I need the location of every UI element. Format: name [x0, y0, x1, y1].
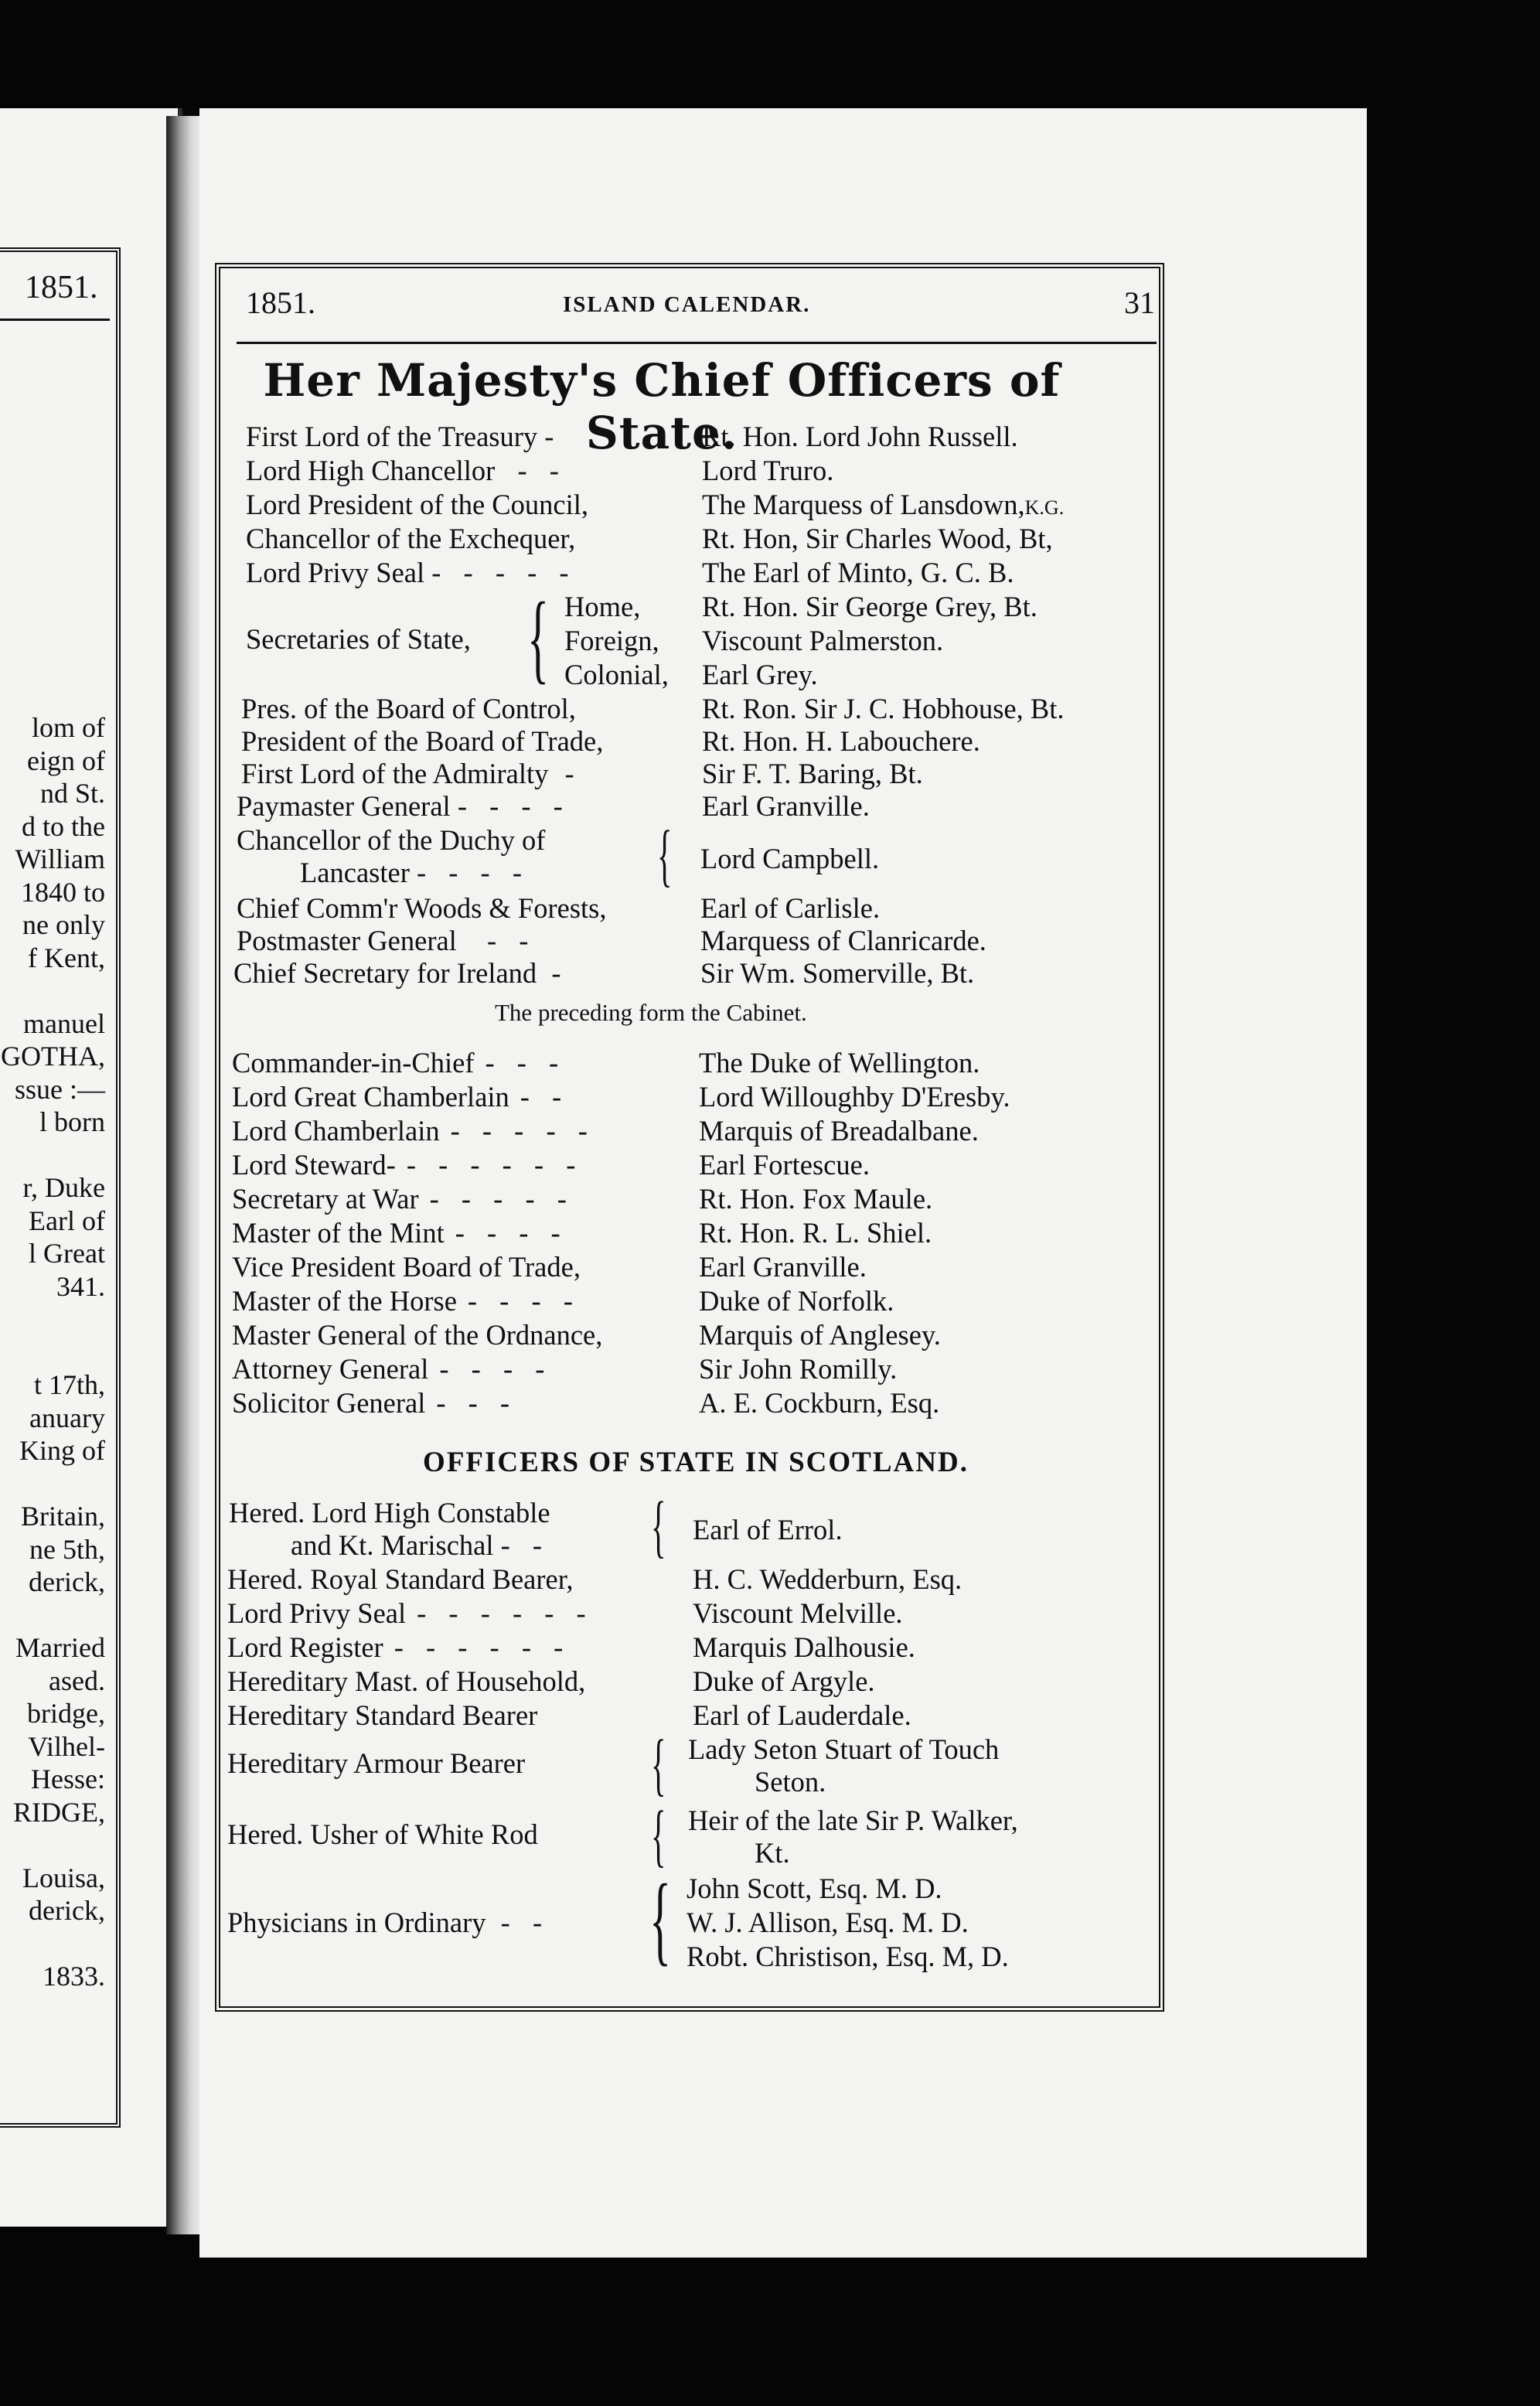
- left-page-line: Hesse:: [31, 1764, 105, 1794]
- header-year: 1851.: [246, 285, 315, 320]
- office-holder: Marquis Dalhousie.: [693, 1631, 915, 1663]
- office-name: Lord Steward- - - - - - -: [232, 1149, 584, 1181]
- left-page-line: r, Duke: [22, 1172, 105, 1203]
- office-name: Commander-in-Chief - - -: [232, 1047, 567, 1079]
- duchy-office-line1: Chancellor of the Duchy of: [237, 824, 546, 856]
- book-gutter: [166, 116, 201, 2234]
- left-page-line: Married: [15, 1632, 105, 1663]
- office-holder: Rt. Hon. R. L. Shiel.: [699, 1217, 932, 1249]
- office-holder: Duke of Argyle.: [693, 1665, 875, 1697]
- brace-symbol: {: [651, 1726, 666, 1803]
- left-page-line: GOTHA,: [1, 1041, 105, 1072]
- office-name: Hered. Royal Standard Bearer,: [227, 1563, 574, 1595]
- left-page-line: bridge,: [27, 1698, 105, 1729]
- left-page-line: RIDGE,: [13, 1796, 105, 1828]
- physicians-office: Physicians in Ordinary - -: [227, 1907, 550, 1938]
- left-page-rule: [0, 319, 110, 321]
- left-page-line: f Kent,: [28, 942, 105, 973]
- brace-symbol: {: [651, 1488, 666, 1565]
- office-holder: The Marquess of Lansdown,K.G.: [702, 489, 1065, 520]
- office-holder: Rt. Ron. Sir J. C. Hobhouse, Bt.: [702, 693, 1065, 724]
- usher-office: Hered. Usher of White Rod: [227, 1818, 538, 1850]
- office-holder: Sir F. T. Baring, Bt.: [702, 758, 923, 789]
- office-name: Lord Register - - - - - -: [227, 1631, 571, 1663]
- office-holder: Lord Truro.: [702, 455, 834, 486]
- office-holder: Rt. Hon, Sir Charles Wood, Bt,: [702, 523, 1053, 554]
- department-home: Home,: [564, 591, 641, 622]
- left-page-line: [0, 974, 110, 1007]
- brace-symbol: {: [657, 817, 673, 894]
- office-holder: Viscount Melville.: [693, 1597, 903, 1629]
- office-name: Solicitor General - - -: [232, 1387, 518, 1419]
- constable-office-line2: and Kt. Marischal - -: [291, 1529, 550, 1561]
- department-colonial: Colonial,: [564, 659, 669, 690]
- office-holder: A. E. Cockburn, Esq.: [699, 1387, 940, 1419]
- left-page-line: William: [15, 843, 105, 874]
- left-page-line: ne 5th,: [29, 1533, 105, 1565]
- secretaries-office: Secretaries of State,: [246, 623, 471, 655]
- office-holder: Rt. Hon. Fox Maule.: [699, 1183, 933, 1215]
- left-page-line: ne only: [22, 909, 105, 940]
- page-header: [246, 285, 1155, 328]
- office-holder: The Duke of Wellington.: [699, 1047, 980, 1079]
- office-holder: Seton.: [755, 1766, 826, 1798]
- office-name: Attorney General - - - -: [232, 1353, 553, 1385]
- left-page-line: Louisa,: [22, 1862, 105, 1893]
- brace-symbol: {: [649, 1864, 672, 1975]
- office-holder: Earl Granville.: [702, 790, 870, 822]
- header-rule: [237, 342, 1157, 344]
- office-holder: W. J. Allison, Esq. M. D.: [687, 1907, 969, 1938]
- office-holder: Heir of the late Sir P. Walker,: [688, 1804, 1018, 1836]
- office-holder: Earl Fortescue.: [699, 1149, 870, 1181]
- left-page-line: [0, 1599, 110, 1632]
- left-page-line: ased.: [49, 1665, 105, 1696]
- office-name: Paymaster General - - - -: [237, 790, 571, 822]
- armour-office: Hereditary Armour Bearer: [227, 1747, 526, 1779]
- office-holder: Rt. Hon. H. Labouchere.: [702, 725, 980, 757]
- cabinet-note: The preceding form the Cabinet.: [495, 999, 807, 1026]
- office-name: Lord Privy Seal - - - - -: [246, 557, 577, 588]
- office-holder: Sir Wm. Somerville, Bt.: [700, 957, 975, 989]
- section-title: Her Majesty's Chief Officers of State.: [263, 354, 1061, 459]
- office-name: Lord Great Chamberlain - -: [232, 1081, 570, 1113]
- office-name: President of the Board of Trade,: [241, 725, 604, 757]
- office-holder: Duke of Norfolk.: [699, 1285, 894, 1317]
- left-page-line: d to the: [22, 810, 105, 842]
- duchy-office-line2: Lancaster - - - -: [300, 857, 530, 888]
- page-number: 31: [1124, 285, 1155, 320]
- scotland-title: OFFICERS OF STATE IN SCOTLAND.: [423, 1447, 969, 1478]
- office-name: Lord Privy Seal - - - - - -: [227, 1597, 594, 1629]
- office-name: Postmaster General - -: [237, 925, 537, 956]
- left-page-line: t 17th,: [33, 1369, 105, 1400]
- left-page-line: [0, 1336, 110, 1369]
- left-page-line: 1840 to: [20, 876, 105, 908]
- left-page-line: manuel: [23, 1007, 105, 1039]
- office-holder: Lady Seton Stuart of Touch: [688, 1733, 1000, 1765]
- left-page-line: King of: [19, 1435, 105, 1466]
- office-holder: Rt. Hon. Lord John Russell.: [702, 421, 1018, 452]
- office-name: Vice President Board of Trade,: [232, 1251, 581, 1283]
- constable-office-line1: Hered. Lord High Constable: [229, 1497, 550, 1528]
- left-page-line: derick,: [29, 1566, 105, 1597]
- office-holder: Lord Willoughby D'Eresby.: [699, 1081, 1010, 1113]
- office-name: Lord Chamberlain - - - - -: [232, 1115, 595, 1147]
- office-holder: Earl of Errol.: [693, 1514, 843, 1545]
- left-page-line: [0, 1467, 110, 1501]
- left-page-line: eign of: [27, 745, 105, 776]
- left-page-line: [0, 1828, 110, 1862]
- left-page-line: l born: [39, 1106, 105, 1137]
- office-name: Master of the Mint - - - -: [232, 1217, 568, 1249]
- office-name: Lord President of the Council,: [246, 489, 588, 520]
- department-foreign: Foreign,: [564, 625, 659, 656]
- office-holder: Marquis of Anglesey.: [699, 1319, 941, 1351]
- left-page-line: nd St.: [39, 778, 105, 809]
- left-page: [0, 108, 182, 2227]
- left-page-line: lom of: [32, 712, 105, 743]
- office-name: Secretary at War - - - - -: [232, 1183, 574, 1215]
- office-name: First Lord of the Treasury -: [246, 421, 562, 452]
- office-holder: John Scott, Esq. M. D.: [687, 1873, 942, 1904]
- office-holder: Earl Granville.: [699, 1251, 867, 1283]
- left-page-line: Vilhel-: [28, 1730, 105, 1762]
- brace-symbol: {: [651, 1798, 666, 1874]
- office-holder: Earl of Carlisle.: [700, 892, 881, 924]
- left-page-line: [0, 1927, 110, 1961]
- left-page-line: 1833.: [43, 1961, 105, 1992]
- office-name: Chancellor of the Exchequer,: [246, 523, 576, 554]
- left-page-line: 341.: [56, 1270, 105, 1302]
- office-name: Master General of the Ordnance,: [232, 1319, 603, 1351]
- office-holder: Marquis of Breadalbane.: [699, 1115, 979, 1147]
- office-name: Chief Comm'r Woods & Forests,: [237, 892, 607, 924]
- left-page-line: [0, 1303, 110, 1336]
- office-holder: The Earl of Minto, G. C. B.: [702, 557, 1014, 588]
- office-holder: Earl of Lauderdale.: [693, 1699, 911, 1731]
- office-holder: Rt. Hon. Sir George Grey, Bt.: [702, 591, 1037, 622]
- office-holder: Lord Campbell.: [700, 843, 880, 874]
- office-name: Master of the Horse - - - -: [232, 1285, 581, 1317]
- office-name: Hereditary Mast. of Household,: [227, 1665, 586, 1697]
- left-page-line: Earl of: [29, 1205, 105, 1236]
- office-name: Chief Secretary for Ireland -: [233, 957, 569, 989]
- office-name: Lord High Chancellor - -: [246, 455, 567, 486]
- left-page-line: anuary: [29, 1402, 105, 1433]
- office-name: Hereditary Standard Bearer: [227, 1699, 538, 1731]
- header-title: ISLAND CALENDAR.: [563, 292, 811, 317]
- left-page-line: l Great: [29, 1238, 105, 1269]
- office-name: Pres. of the Board of Control,: [241, 693, 576, 724]
- office-name: First Lord of the Admiralty -: [241, 758, 582, 789]
- office-holder: Viscount Palmerston.: [702, 625, 944, 656]
- left-page-text: [0, 711, 110, 1993]
- left-page-line: ssue :—: [15, 1073, 105, 1105]
- office-holder: Earl Grey.: [702, 659, 818, 690]
- left-page-year: 1851.: [25, 270, 98, 305]
- office-holder: Marquess of Clanricarde.: [700, 925, 986, 956]
- brace-symbol: {: [527, 582, 550, 694]
- office-holder: Sir John Romilly.: [699, 1353, 898, 1385]
- office-holder: Kt.: [755, 1837, 790, 1869]
- left-page-line: derick,: [29, 1895, 105, 1926]
- left-page-line: [0, 1139, 110, 1172]
- office-holder: H. C. Wedderburn, Esq.: [693, 1563, 962, 1595]
- left-page-line: Britain,: [21, 1501, 105, 1532]
- office-holder: Robt. Christison, Esq. M, D.: [687, 1941, 1009, 1972]
